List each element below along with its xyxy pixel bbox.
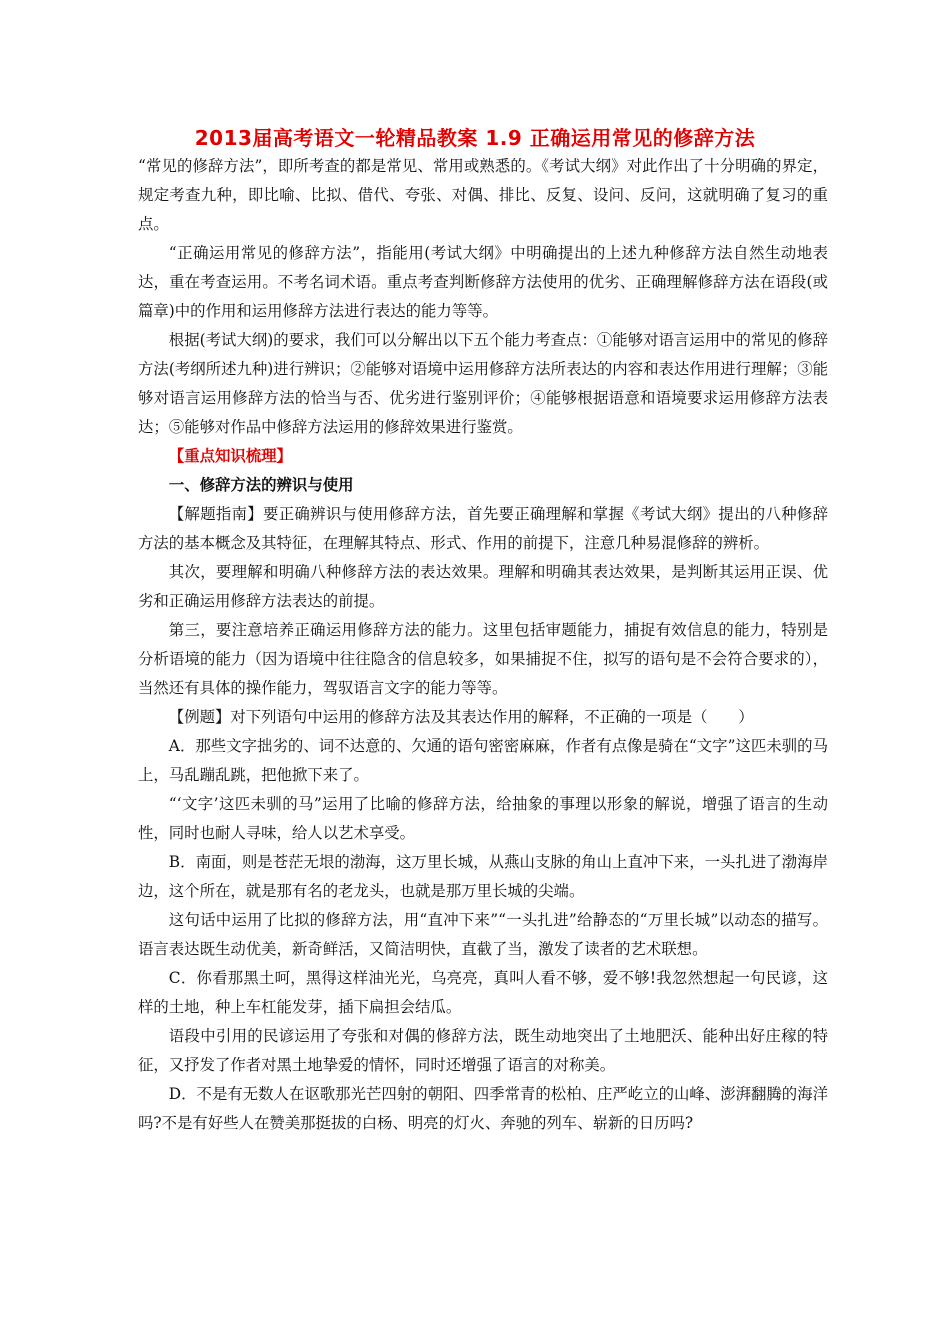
option-b-explanation: 这句话中运用了比拟的修辞方法，用“直冲下来”“一头扎进”给静态的“万里长城”以动态的描写。语言表达既生动优美，新奇鲜活，又简洁明快，直截了当，激发了读者的艺术联想。 [138, 911, 828, 958]
option-a-sentence: A．那些文字拙劣的、词不达意的、欠通的语句密密麻麻，作者有点像是骑在“文字”这匹未驯的马上，马乱蹦乱跳，把他掀下来了。 [138, 737, 828, 784]
paragraph-intro: “常见的修辞方法”，即所考查的都是常见、常用或熟悉的。《考试大纲》对此作出了十分明确的界定，规定考查九种，即比喻、比拟、借代、夸张、对偶、排比、反复、设问、反问，这就明确了复习的重点。 [138, 157, 828, 233]
paragraph-second: 其次，要理解和明确八种修辞方法的表达效果。理解和明确其表达效果，是判断其运用正误、优劣和正确运用修辞方法表达的前提。 [138, 563, 828, 610]
option-b-sentence: B．南面，则是苍茫无垠的渤海，这万里长城，从燕山支脉的角山上直冲下来，一头扎进了渤海岸边，这个所在，就是那有名的老龙头，也就是那万里长城的尖端。 [138, 853, 828, 900]
paragraph-third: 第三，要注意培养正确运用修辞方法的能力。这里包括审题能力，捕捉有效信息的能力，特别是分析语境的能力（因为语境中往往隐含的信息较多，如果捕捉不住，拟写的语句是不会符合要求的），当然还有具体的操作能力，驾驭语言文字的能力等等。 [138, 621, 828, 697]
example-question: 【例题】对下列语句中运用的修辞方法及其表达作用的解释，不正确的一项是（ ） [168, 708, 754, 726]
option-c-explanation: 语段中引用的民谚运用了夸张和对偶的修辞方法，既生动地突出了土地肥沃、能种出好庄稼的特征，又抒发了作者对黑土地挚爱的情怀，同时还增强了语言的对称美。 [138, 1027, 828, 1074]
paragraph-guide: 【解题指南】要正确辨识与使用修辞方法，首先要正确理解和掌握《考试大纲》提出的八种修辞方法的基本概念及其特征，在理解其特点、形式、作用的前提下，注意几种易混修辞的辨析。 [138, 505, 828, 552]
option-c-sentence: C．你看那黑土呵，黑得这样油光光，乌亮亮，真叫人看不够，爱不够!我忽然想起一句民谚，这样的土地，种上车杠能发芽，插下扁担会结瓜。 [138, 969, 828, 1016]
paragraph-definition: “正确运用常见的修辞方法”，指能用(考试大纲》中明确提出的上述九种修辞方法自然生动地表达，重在考查运用。不考名词术语。重点考查判断修辞方法使用的优劣、正确理解修辞方法在语段(或篇章)中的作用和运用修辞方法进行表达的能力等等。 [138, 244, 828, 320]
paragraph-ability-points: 根据(考试大纲)的要求，我们可以分解出以下五个能力考查点：①能够对语言运用中的常见的修辞方法(考纲所述九种)进行辨识；②能够对语境中运用修辞方法所表达的内容和表达作用进行理解；③能够对语言运用修辞方法的恰当与否、优劣进行鉴别评价；④能够根据语意和语境要求运用修辞方法表达；⑤能够对作品中修辞方法运用的修辞效果进行鉴赏。 [138, 331, 828, 436]
option-a-explanation: “‘文字’这匹未驯的马”运用了比喻的修辞方法，给抽象的事理以形象的解说，增强了语言的生动性，同时也耐人寻味，给人以艺术享受。 [138, 795, 828, 842]
document-body [138, 152, 828, 1138]
sub-heading: 一、修辞方法的辨识与使用 [168, 476, 354, 494]
section-heading: 【重点知识梳理】 [168, 447, 292, 465]
page-title: 2013届高考语文一轮精品教案 1.9 正确运用常见的修辞方法 [194, 126, 756, 150]
option-d-sentence: D．不是有无数人在讴歌那光芒四射的朝阳、四季常青的松柏、庄严屹立的山峰、澎湃翻腾的海洋吗?不是有好些人在赞美那挺拔的白杨、明亮的灯火、奔驰的列车、崭新的日历吗? [138, 1085, 828, 1132]
